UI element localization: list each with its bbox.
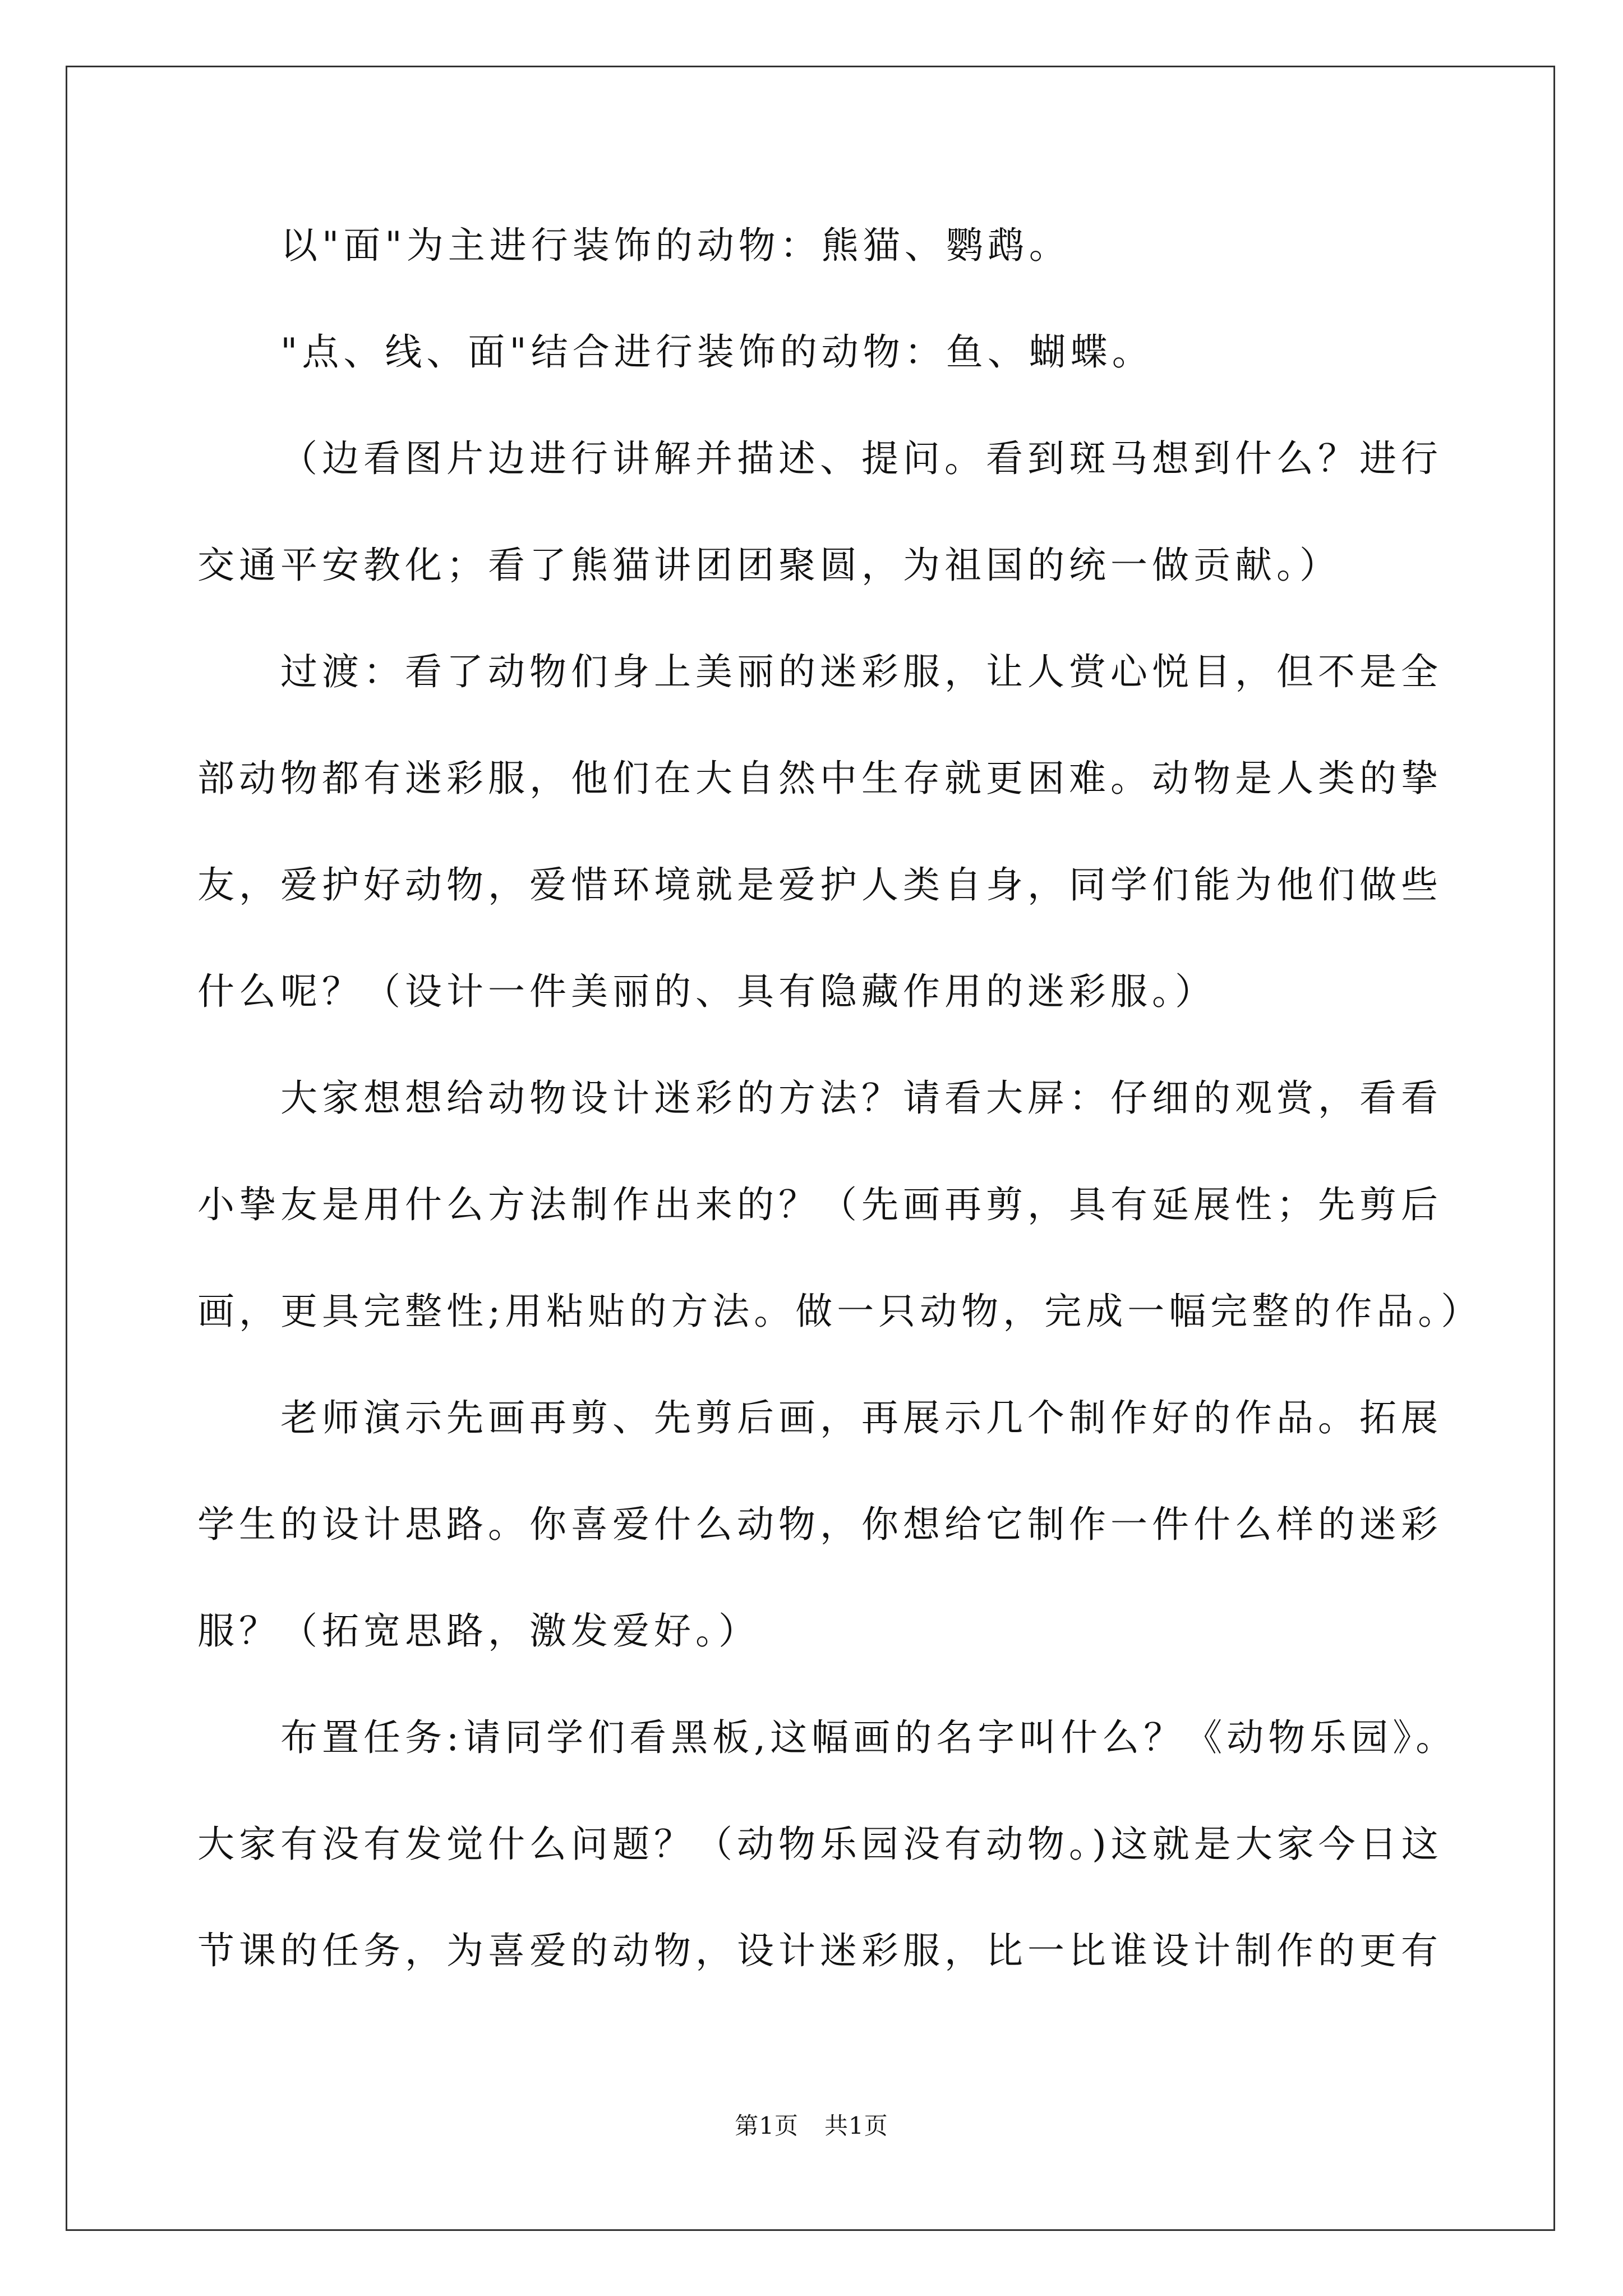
paragraph-line: 老师演示先画再剪、先剪后画，再展示几个制作好的作品。拓展 <box>280 1396 1442 1439</box>
paragraph-line: "点、线、面"结合进行装饰的动物：鱼、蝴蝶。 <box>280 330 1154 374</box>
paragraph-line: 学生的设计思路。你喜爱什么动物，你想给它制作一件什么样的迷彩 <box>197 1503 1442 1546</box>
page-number-current: 第1页 <box>735 2112 799 2139</box>
paragraph-line: 小挚友是用什么方法制作出来的？（先画再剪，具有延展性；先剪后 <box>197 1183 1442 1226</box>
paragraph-line: 部动物都有迷彩服，他们在大自然中生存就更困难。动物是人类的挚 <box>197 757 1442 800</box>
paragraph-line: 大家想想给动物设计迷彩的方法？请看大屏：仔细的观赏，看看 <box>280 1076 1442 1120</box>
paragraph-line: 节课的任务，为喜爱的动物，设计迷彩服，比一比谁设计制作的更有 <box>197 1929 1442 1972</box>
paragraph-line: （边看图片边进行讲解并描述、提问。看到斑马想到什么？进行 <box>280 437 1442 480</box>
paragraph-line: 过渡：看了动物们身上美丽的迷彩服，让人赏心悦目，但不是全 <box>280 650 1442 693</box>
paragraph-line: 服？（拓宽思路，激发爱好。） <box>197 1609 760 1653</box>
paragraph-line: 大家有没有发觉什么问题？（动物乐园没有动物。)这就是大家今日这 <box>197 1823 1443 1866</box>
page-border <box>66 66 1555 2231</box>
page-number-total: 共1页 <box>824 2112 888 2139</box>
paragraph-line: 以"面"为主进行装饰的动物：熊猫、鹦鹉。 <box>280 224 1071 267</box>
paragraph-line: 布置任务:请同学们看黑板,这幅画的名字叫什么？《动物乐园》。 <box>280 1716 1458 1759</box>
paragraph-line: 交通平安教化；看了熊猫讲团团聚圆，为祖国的统一做贡献。） <box>197 544 1341 587</box>
paragraph-line: 画，更具完整性;用粘贴的方法。做一只动物，完成一幅完整的作品。） <box>197 1290 1483 1333</box>
page-footer <box>0 2112 1623 2140</box>
paragraph-line: 友，爱护好动物，爱惜环境就是爱护人类自身，同学们能为他们做些 <box>197 863 1442 907</box>
paragraph-line: 什么呢？（设计一件美丽的、具有隐藏作用的迷彩服。） <box>197 970 1216 1013</box>
